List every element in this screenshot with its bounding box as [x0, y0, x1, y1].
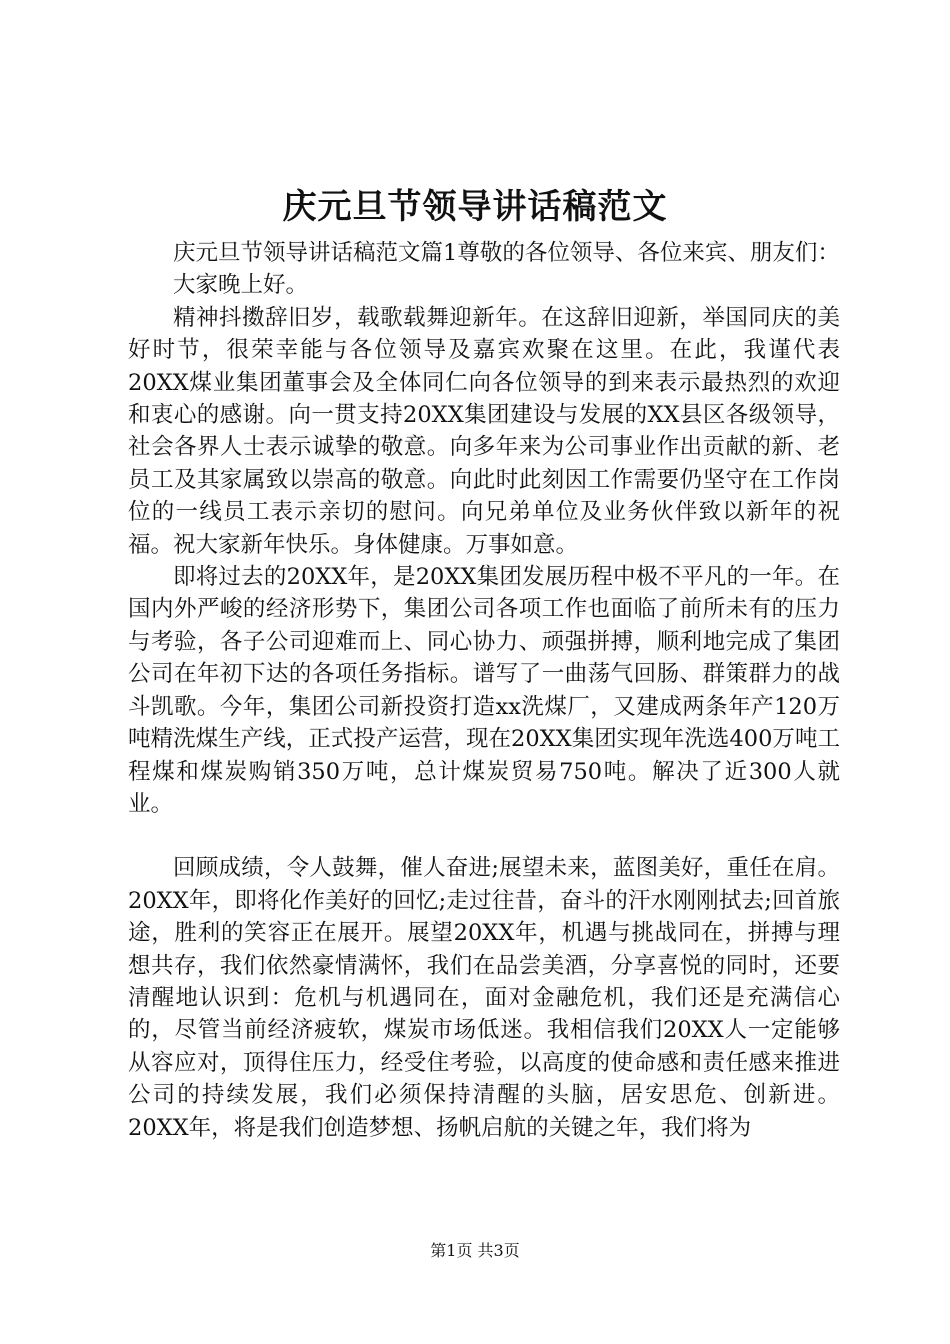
- paragraph-outlook: 回顾成绩，令人鼓舞，催人奋进;展望未来，蓝图美好，重任在肩。20XX年，即将化作美好的回忆;走过往昔，奋斗的汗水刚刚拭去;回首旅途，胜利的笑容正在展开。展望20XX年，机遇与挑战同在，拼搏与理想共存，我们依然豪情满怀，我们在品尝美酒，分享喜悦的同时，还要清醒地认识到：危机与机遇同在，面对金融危机，我们还是充满信心的，尽管当前经济疲软，煤炭市场低迷。我相信我们20XX人一定能够从容应对，顶得住压力，经受住考验，以高度的使命感和责任感来推进公司的持续发展，我们必须保持清醒的头脑，居安思危、创新进。20XX年，将是我们创造梦想、扬帆启航的关键之年，我们将为: [128, 855, 840, 1141]
- paragraph-spacer: [128, 820, 840, 852]
- document-title: 庆元旦节领导讲话稿范文: [282, 187, 668, 227]
- document-body: [128, 237, 840, 1144]
- page-footer: 第1页 共3页: [430, 1241, 520, 1260]
- paragraph-evening: 大家晚上好。: [173, 272, 309, 299]
- paragraph-greeting: 庆元旦节领导讲话稿范文篇1尊敬的各位领导、各位来宾、朋友们：: [173, 240, 840, 266]
- paragraph-review: 即将过去的20XX年，是20XX集团发展历程中极不平凡的一年。在国内外严峻的经济形势下，集团公司各项工作也面临了前所未有的压力与考验，各子公司迎难而上、同心协力、顽强拼搏，顺利地完成了集团公司在年初下达的各项任务指标。谱写了一曲荡气回肠、群策群力的战斗凯歌。今年，集团公司新投资打造xx洗煤厂，又建成两条年产120万吨精洗煤生产线，正式投产运营，现在20XX集团实现年洗选400万吨工程煤和煤炭购销350万吨，总计煤炭贸易750吨。解决了近300人就业。: [128, 564, 840, 817]
- paragraph-welcome: 精神抖擞辞旧岁，载歌载舞迎新年。在这辞旧迎新，举国同庆的美好时节，很荣幸能与各位领导及嘉宾欢聚在这里。在此，我谨代表20XX煤业集团董事会及全体同仁向各位领导的到来表示最热烈的欢迎和衷心的感谢。向一贯支持20XX集团建设与发展的XX县区各级领导，社会各界人士表示诚挚的敬意。向多年来为公司事业作出贡献的新、老员工及其家属致以崇高的敬意。向此时此刻因工作需要仍坚守在工作岗位的一线员工表示亲切的慰问。向兄弟单位及业务伙伴致以新年的祝福。祝大家新年快乐。身体健康。万事如意。: [128, 304, 840, 558]
